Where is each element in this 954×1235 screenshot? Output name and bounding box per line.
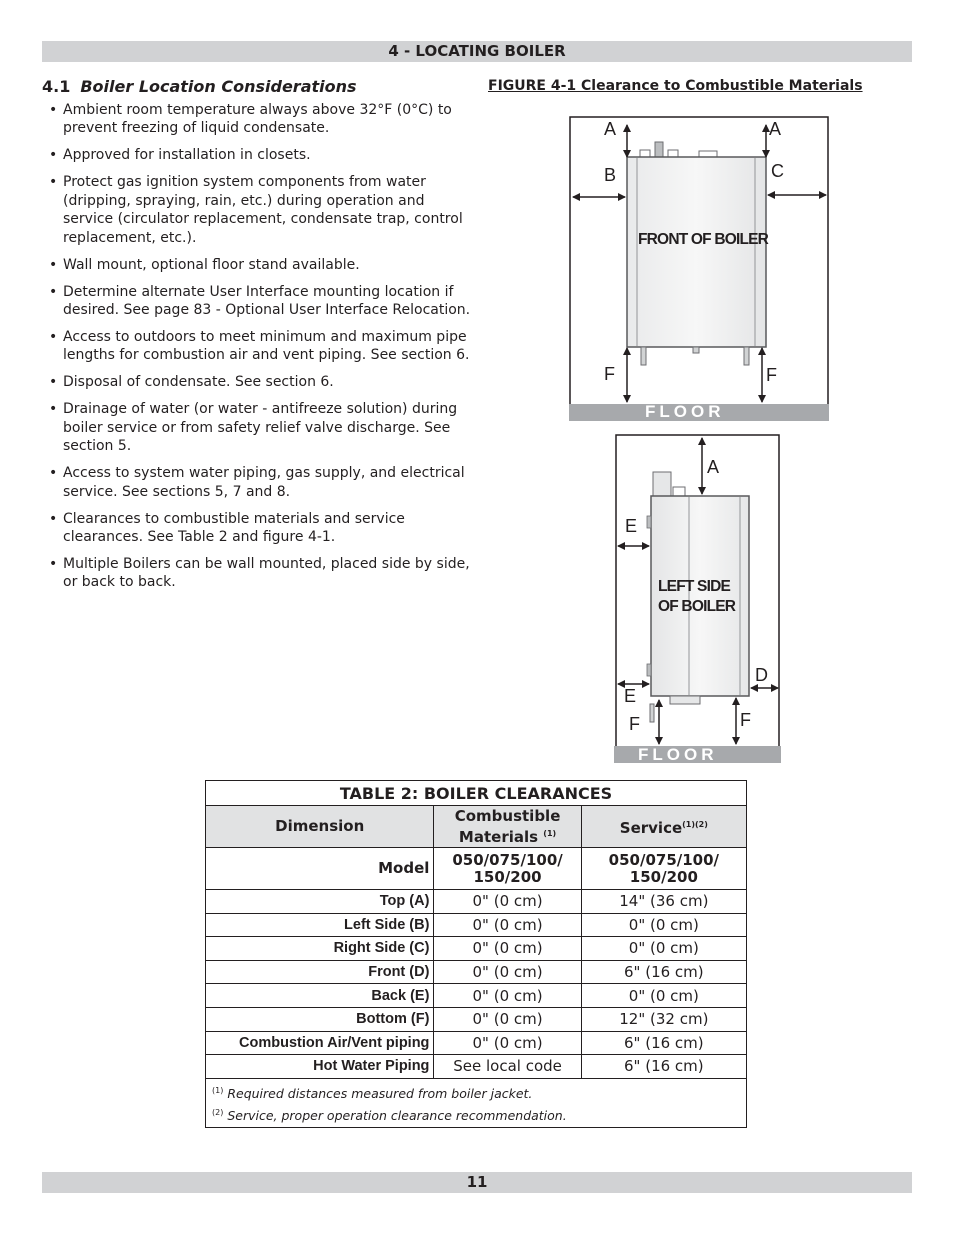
label-f-right: F (740, 710, 751, 730)
bracket-icon (647, 516, 651, 528)
table-row: Left Side (B) 0" (0 cm) 0" (0 cm) (206, 913, 747, 937)
front-view-diagram (569, 116, 831, 424)
header-combustible: Combustible Materials $^{(1)}$ (434, 806, 581, 848)
model-service: 050/075/100/ 150/200 (581, 848, 746, 890)
pipe-icon (650, 704, 654, 722)
left-side-label-line2: OF BOILER (658, 598, 736, 615)
table-footnotes (206, 1078, 747, 1127)
table-row: Top (A) 0" (0 cm) 14" (36 cm) (206, 890, 747, 914)
list-item: • Access to outdoors to meet minimum and maximum pipe lengths for combustion air and vent piping. See section 6. (46, 328, 471, 365)
label-a: A (707, 457, 720, 477)
list-item: • Disposal of condensate. See section 6. (46, 373, 471, 391)
label-a-left: A (604, 119, 617, 139)
list-item: • Determine alternate User Interface mounting location if desired. See page 83 - Optional User Interface Relocation. (46, 283, 471, 320)
list-item: • Ambient room temperature always above 32°F (0°C) to prevent freezing of liquid condensate. (46, 101, 471, 138)
section-header-title: 4 - LOCATING BOILER (388, 42, 566, 60)
boiler-side-body (651, 496, 749, 696)
table-notes-row (206, 1078, 747, 1127)
figure-title: FIGURE 4-1 Clearance to Combustible Materials (488, 78, 863, 94)
pipe-icon (744, 347, 749, 365)
table-row: Combustion Air/Vent piping 0" (0 cm) 6" (16 cm) (206, 1031, 747, 1055)
table-row: Hot Water Piping See local code 6" (16 cm) (206, 1055, 747, 1079)
fitting-icon (640, 150, 650, 157)
list-item: • Access to system water piping, gas supply, and electrical service. See sections 5, 7 and 8. (46, 464, 471, 501)
list-item: • Multiple Boilers can be wall mounted, placed side by side, or back to back. (46, 555, 471, 592)
fitting-icon (655, 142, 663, 157)
fitting-icon (699, 151, 717, 157)
label-e-top: E (625, 516, 638, 536)
label-b: B (604, 165, 617, 185)
pipe-icon (641, 347, 646, 365)
page-footer-bar (42, 1172, 912, 1193)
label-a-right: A (769, 119, 782, 139)
label-f-left: F (604, 364, 615, 384)
section-number: 4.1 (42, 77, 71, 96)
list-item: • Wall mount, optional floor stand available. (46, 256, 471, 274)
side-view-diagram (614, 434, 784, 766)
floor-label: FLOOR (638, 745, 718, 764)
table-header-row (206, 806, 747, 848)
boiler-front-body (627, 157, 766, 347)
label-f-right: F (766, 365, 777, 385)
considerations-list (46, 101, 471, 600)
model-combustible: 050/075/100/ 150/200 (434, 848, 581, 890)
header-dimension: Dimension (206, 806, 434, 848)
footnote-1: $^{(1)}$ Required distances measured from boiler jacket. (212, 1085, 533, 1101)
list-item: • Drainage of water (or water - antifreeze solution) during boiler service or from safety relief valve discharge. See section 5. (46, 400, 471, 455)
section-header-bar (42, 41, 912, 62)
label-e-bottom: E (624, 686, 637, 706)
table-row: Front (D) 0" (0 cm) 6" (16 cm) (206, 960, 747, 984)
table-row: Right Side (C) 0" (0 cm) 0" (0 cm) (206, 937, 747, 961)
list-item: • Protect gas ignition system components from water (dripping, spraying, rain, etc.) during operation and service (circulator replacement, condensate trap, control replacement, etc.). (46, 173, 471, 247)
table-row: Back (E) 0" (0 cm) 0" (0 cm) (206, 984, 747, 1008)
table-row: Bottom (F) 0" (0 cm) 12" (32 cm) (206, 1007, 747, 1031)
bracket-icon (647, 664, 651, 676)
floor-label: FLOOR (645, 402, 725, 421)
bottom-trap-icon (670, 696, 700, 704)
boiler-clearances-table (205, 780, 747, 1128)
label-c: C (771, 161, 784, 181)
fitting-icon (668, 150, 678, 157)
label-f-left: F (629, 714, 640, 734)
header-service: Service$^{(1)(2)}$ (581, 806, 746, 848)
fitting-icon (673, 487, 685, 496)
label-d: D (755, 665, 768, 685)
model-label: Model (206, 848, 434, 890)
table-model-row (206, 848, 747, 890)
table-title: TABLE 2: BOILER CLEARANCES (206, 781, 747, 806)
list-item: • Approved for installation in closets. (46, 146, 471, 164)
page-number: 11 (466, 1173, 488, 1191)
pipe-icon (693, 347, 699, 353)
section-heading (42, 77, 357, 96)
footnote-2: $^{(2)}$ Service, proper operation clearance recommendation. (212, 1107, 567, 1124)
control-box-icon (653, 472, 671, 496)
left-side-label-line1: LEFT SIDE (658, 578, 731, 595)
list-item: • Clearances to combustible materials and service clearances. See Table 2 and figure 4-1. (46, 510, 471, 547)
front-of-boiler-label: FRONT OF BOILER (638, 231, 769, 248)
section-title: Boiler Location Considerations (80, 77, 357, 96)
